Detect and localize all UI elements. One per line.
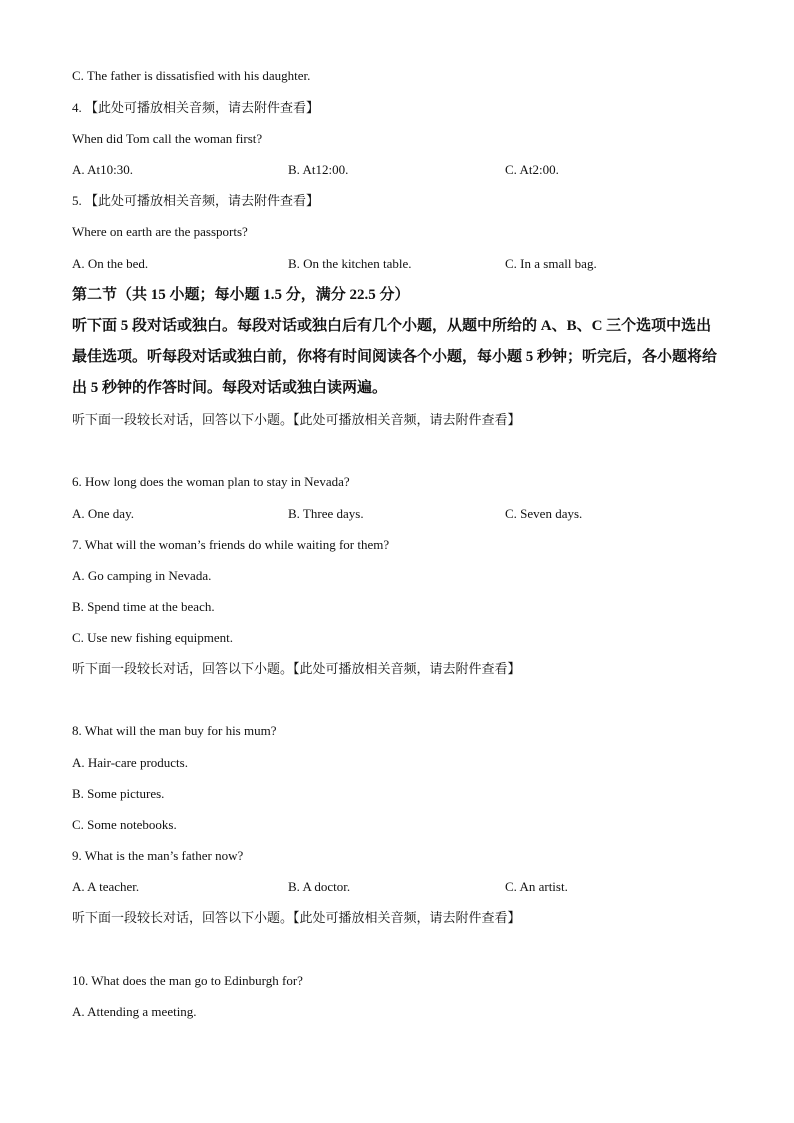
q4-options — [72, 162, 752, 178]
q7-option-a: A. Go camping in Nevada. — [72, 568, 212, 583]
q7-question: 7. What will the woman’s friends do while waiting for them? — [72, 537, 390, 552]
q5-heading: 5. 【此处可播放相关音频，请去附件查看】 — [72, 193, 320, 208]
q5-option-a: A. On the bed. — [72, 256, 149, 271]
q6-option-a: A. One day. — [72, 506, 134, 521]
q8-question: 8. What will the man buy for his mum? — [72, 723, 277, 738]
q10-option-a: A. Attending a meeting. — [72, 1004, 197, 1019]
q9-option-b: B. A doctor. — [288, 879, 351, 894]
q4-option-a: A. At10:30. — [72, 162, 134, 177]
q7-option-c: C. Use new fishing equipment. — [72, 630, 234, 645]
section2-instructions: 听下面 5 段对话或独白。每段对话或独白后有几个小题，从题中所给的 A、B、C 三个选项中选出最佳选项。听每段对话或独白前，你将有时间阅读各个小题，每小题 5 秒钟；听完后，各小题将给出 5 秒钟的作答时间。每段对话或独白读两遍。 — [72, 318, 718, 396]
q4-question: When did Tom call the woman first? — [72, 131, 263, 146]
q7-option-b: B. Spend time at the beach. — [72, 599, 215, 614]
q8-option-a: A. Hair-care products. — [72, 755, 188, 770]
section2-title: 第二节（共 15 小题；每小题 1.5 分，满分 22.5 分） — [72, 287, 410, 303]
q3-option-c: C. The father is dissatisfied with his daughter. — [72, 68, 311, 83]
q4-option-c: C. At2:00. — [505, 162, 559, 177]
dialog2-intro: 听下面一段较长对话，回答以下小题。【此处可播放相关音频，请去附件查看】 — [72, 661, 521, 676]
q6-option-b: B. Three days. — [288, 506, 364, 521]
q4-option-b: B. At12:00. — [288, 162, 349, 177]
q8-option-c: C. Some notebooks. — [72, 817, 177, 832]
q10-question: 10. What does the man go to Edinburgh for? — [72, 973, 303, 988]
q5-option-c: C. In a small bag. — [505, 256, 597, 271]
q5-options — [72, 256, 752, 272]
q9-option-c: C. An artist. — [505, 879, 568, 894]
dialog1-intro: 听下面一段较长对话，回答以下小题。【此处可播放相关音频，请去附件查看】 — [72, 412, 521, 427]
q9-options — [72, 879, 752, 895]
q4-heading: 4. 【此处可播放相关音频，请去附件查看】 — [72, 100, 320, 115]
q9-option-a: A. A teacher. — [72, 879, 140, 894]
q8-option-b: B. Some pictures. — [72, 786, 165, 801]
q5-option-b: B. On the kitchen table. — [288, 256, 412, 271]
q9-question: 9. What is the man’s father now? — [72, 848, 244, 863]
q6-option-c: C. Seven days. — [505, 506, 583, 521]
q6-question: 6. How long does the woman plan to stay in Nevada? — [72, 474, 350, 489]
q6-options — [72, 506, 752, 522]
q5-question: Where on earth are the passports? — [72, 224, 248, 239]
dialog3-intro: 听下面一段较长对话，回答以下小题。【此处可播放相关音频，请去附件查看】 — [72, 910, 521, 925]
